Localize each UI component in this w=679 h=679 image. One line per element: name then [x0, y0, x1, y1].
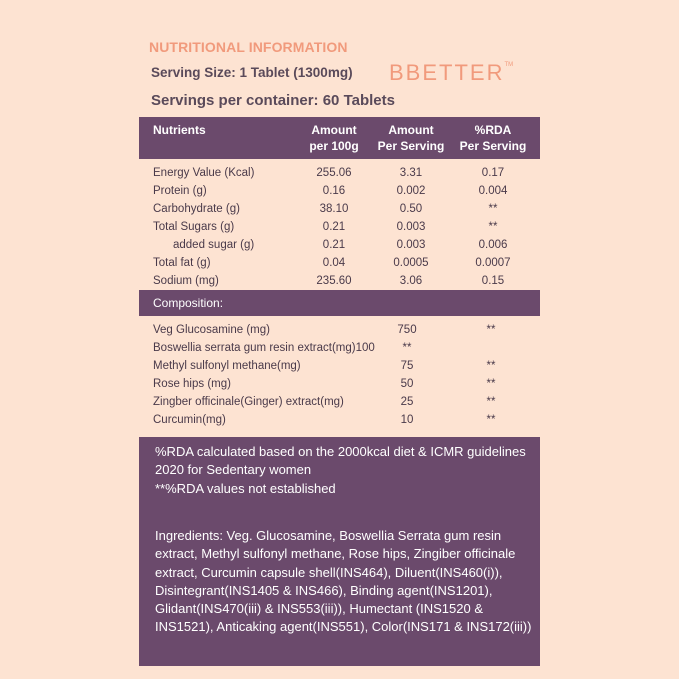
rda-per-serving: 0.0007: [475, 257, 511, 269]
ingredient-rda: **: [486, 414, 496, 426]
rda-per-serving: 0.15: [481, 275, 505, 287]
brand-logo: [389, 60, 513, 86]
ingredient-amount: 10: [400, 414, 414, 426]
ingredient-rda: **: [486, 378, 496, 390]
ingredient-name: Rose hips (mg): [153, 378, 231, 390]
ingredient-amount: 50: [400, 378, 414, 390]
ingredient-name: Zingber officinale(Ginger) extract(mg): [153, 396, 344, 408]
composition-row: [139, 395, 540, 409]
composition-row: [139, 413, 540, 427]
amount-per-100g: 0.16: [322, 185, 346, 197]
column-header-per-serving: Amount Per Serving: [377, 123, 445, 153]
composition-row: [139, 377, 540, 391]
ingredient-name: Curcumin(mg): [153, 414, 226, 426]
nutrient-name: Total Sugars (g): [153, 221, 235, 233]
amount-per-100g: 255.06: [316, 167, 352, 179]
rda-per-serving: 0.006: [478, 239, 508, 251]
rda-notes: [155, 443, 540, 498]
amount-per-serving: 0.003: [396, 221, 426, 233]
ingredient-amount: 75: [400, 360, 414, 372]
amount-per-100g: 0.21: [322, 239, 346, 251]
rda-per-serving: **: [488, 221, 498, 233]
brand-name: BBETTER: [389, 60, 505, 85]
composition-row: [139, 323, 540, 337]
trademark-mark: TM: [504, 62, 514, 68]
nutrient-row: [139, 202, 540, 216]
composition-row: [139, 359, 540, 373]
ingredient-name: Boswellia serrata gum resin extract(mg)100: [153, 342, 375, 354]
nutrient-name: Total fat (g): [153, 257, 211, 269]
nutrition-table-body: [139, 159, 540, 290]
nutrient-row: [139, 166, 540, 180]
amount-per-100g: 0.21: [322, 221, 346, 233]
nutrient-name: added sugar (g): [173, 239, 255, 251]
nutrient-row: [139, 256, 540, 270]
servings-per-container: Servings per container: 60 Tablets: [151, 92, 395, 109]
section-title: NUTRITIONAL INFORMATION: [149, 39, 348, 55]
amount-per-serving: 0.50: [399, 203, 423, 215]
ingredient-amount: **: [402, 342, 412, 354]
nutrient-row: [139, 238, 540, 252]
composition-table: [139, 316, 540, 437]
serving-size: Serving Size: 1 Tablet (1300mg): [151, 65, 353, 80]
notes-panel: [139, 437, 540, 666]
nutrient-name: Protein (g): [153, 185, 207, 197]
nutrient-row: [139, 274, 540, 288]
rda-per-serving: 0.004: [478, 185, 508, 197]
amount-per-serving: 0.0005: [393, 257, 429, 269]
amount-per-100g: 235.60: [316, 275, 352, 287]
nutrient-row: [139, 220, 540, 234]
ingredient-rda: **: [486, 396, 496, 408]
nutrient-row: [139, 184, 540, 198]
composition-heading: Composition:: [153, 296, 224, 310]
amount-per-100g: 0.04: [322, 257, 346, 269]
nutrition-table-header: [139, 117, 540, 159]
rda-per-serving: 0.17: [481, 167, 505, 179]
amount-per-serving: 0.002: [396, 185, 426, 197]
amount-per-100g: 38.10: [319, 203, 349, 215]
ingredient-amount: 750: [397, 324, 417, 336]
nutrient-name: Carbohydrate (g): [153, 203, 240, 215]
rda-not-established-note: **%RDA values not established: [155, 480, 336, 496]
ingredient-rda: **: [486, 324, 496, 336]
amount-per-serving: 0.003: [396, 239, 426, 251]
ingredient-amount: 25: [400, 396, 414, 408]
amount-per-serving: 3.06: [399, 275, 423, 287]
amount-per-serving: 3.31: [399, 167, 423, 179]
column-header-nutrients: Nutrients: [153, 123, 206, 137]
nutrient-name: Energy Value (Kcal): [153, 167, 255, 179]
column-header-rda: %RDA Per Serving: [459, 123, 527, 153]
rda-note: %RDA calculated based on the 2000kcal diet & ICMR guidelines 2020 for Sedentary women: [155, 444, 526, 478]
column-header-per-100g: Amount per 100g: [309, 123, 359, 153]
ingredients-text: Ingredients: Veg. Glucosamine, Boswellia Serrata gum resin extract, Methyl sulfonyl methane, Rose hips, Zingiber officinale extract, Curcumin capsule shell(INS464), Diluent(INS460(i)), Disintegrant(INS1405 & INS466), Binding agent(INS1201), Glidant(INS470(iii) & INS553(iii)), Humectant (INS1520 & INS1521), Anticaking agent(INS551), Color(INS171 & INS172(iii)): [155, 528, 532, 635]
rda-per-serving: **: [488, 203, 498, 215]
nutrient-name: Sodium (mg): [153, 275, 219, 287]
ingredient-rda: **: [486, 360, 496, 372]
ingredient-name: Veg Glucosamine (mg): [153, 324, 270, 336]
composition-header: [139, 290, 540, 316]
composition-row: [139, 341, 540, 355]
ingredient-name: Methyl sulfonyl methane(mg): [153, 360, 301, 372]
